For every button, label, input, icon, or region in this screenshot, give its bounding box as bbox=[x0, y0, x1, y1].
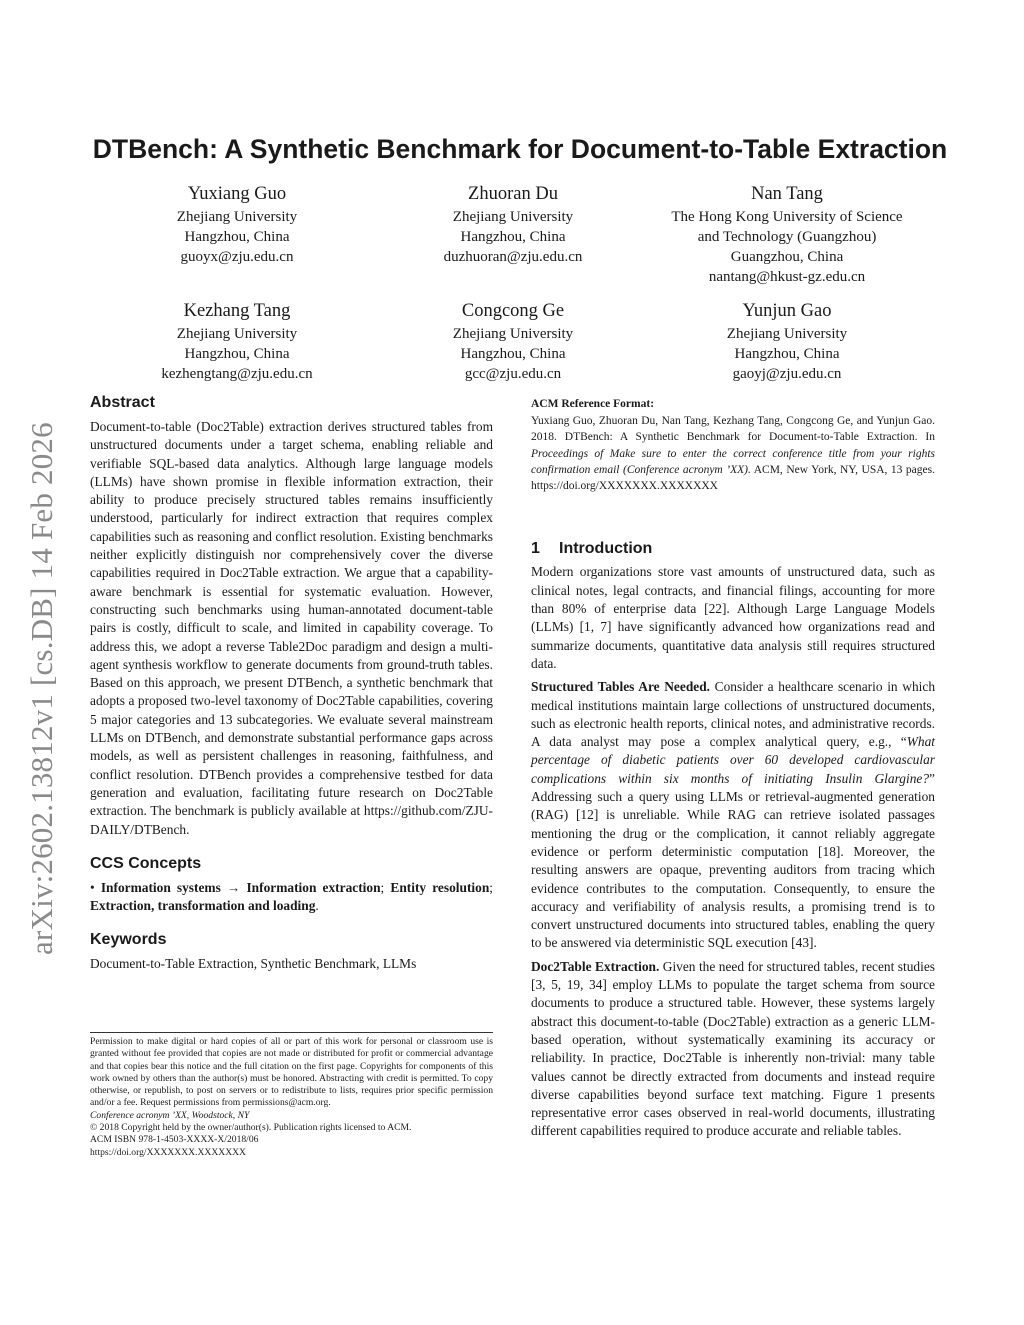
section-number: 1 bbox=[531, 540, 540, 558]
author-location: Hangzhou, China bbox=[734, 346, 840, 362]
author-name: Congcong Ge bbox=[461, 301, 565, 321]
author-name: Zhuoran Du bbox=[468, 184, 558, 204]
acm-reference-heading: ACM Reference Format: bbox=[531, 398, 655, 410]
ccs-separator: ; bbox=[489, 879, 494, 895]
author-block bbox=[637, 298, 937, 384]
ccs-concepts-text bbox=[90, 879, 493, 916]
keywords-heading: Keywords bbox=[90, 931, 167, 949]
author-email[interactable]: guoyx@zju.edu.cn bbox=[180, 249, 294, 265]
author-block bbox=[87, 181, 387, 267]
ccs-item: Information extraction bbox=[246, 879, 381, 895]
author-location: Hangzhou, China bbox=[460, 229, 566, 245]
author-location: Hangzhou, China bbox=[184, 229, 290, 245]
abstract-heading: Abstract bbox=[90, 394, 155, 411]
keywords-section bbox=[90, 931, 493, 973]
author-location: Hangzhou, China bbox=[460, 346, 566, 362]
author-email[interactable]: gcc@zju.edu.cn bbox=[464, 366, 562, 382]
arxiv-identifier-stamp: arXiv:2602.13812v1 [cs.DB] 14 Feb 2026 bbox=[24, 422, 59, 955]
keywords-text: Document-to-Table Extraction, Synthetic Benchmark, LLMs bbox=[90, 956, 417, 972]
author-affiliation: Zhejiang University bbox=[176, 326, 298, 342]
intro-paragraph bbox=[531, 678, 935, 952]
author-affiliation: Zhejiang University bbox=[726, 326, 848, 342]
author-block bbox=[363, 181, 663, 267]
author-affiliation: Zhejiang University bbox=[176, 209, 298, 225]
author-affiliation: Zhejiang University bbox=[452, 209, 574, 225]
author-name: Kezhang Tang bbox=[183, 301, 291, 321]
runin-heading: Structured Tables Are Needed. bbox=[531, 679, 711, 695]
author-affiliation: and Technology (Guangzhou) bbox=[697, 229, 877, 245]
author-affiliation: The Hong Kong University of Science bbox=[671, 209, 903, 225]
right-column bbox=[531, 398, 935, 1146]
author-name: Yunjun Gao bbox=[742, 301, 832, 321]
ccs-end: . bbox=[315, 898, 319, 914]
paragraph-text: Given the need for structured tables, recent studies [3, 5, 19, 34] employ LLMs to populate the target schema from source documents to produce a structured table. However, these systems largely abstract this document-to-table (Doc2Table) extraction as a generic LLM-based operation, without systematically examining its accuracy or reliability. In practice, Doc2Table is inherently non-trivial: many table values cannot be directly extracted from documents and instead require diverse capabilities beyond surface text matching. Figure 1 presents representative error cases observed in real-world documents, illustrating different capabilities required to produce accurate and reliable tables. bbox=[531, 958, 935, 1139]
paragraph-text: Consider a healthcare scenario in which medical institutions maintain large collections of unstructured documents, such as electronic health reports, clinical notes, and administrative records. A data analyst may pose a complex analytical query, e.g., “ bbox=[531, 679, 936, 750]
author-block bbox=[87, 298, 387, 384]
permission-text: Permission to make digital or hard copies of all or part of this work for personal or classroom use is granted without fee provided that copies are not made or distributed for profit or commercial advantage and that copies bear this notice and the full citation on the first page. Copyrights for components of this work owned by others than the author(s) must be honored. Abstracting with credit is permitted. To copy otherwise, or republish, to post on servers or to redistribute to lists, requires prior specific permission and/or a fee. Request permissions from permissions@acm.org. bbox=[90, 1036, 493, 1109]
section-title: Introduction bbox=[559, 540, 653, 558]
ccs-item: Entity resolution bbox=[390, 879, 490, 895]
author-name: Nan Tang bbox=[751, 184, 823, 204]
paragraph-text: ” Addressing such a query using LLMs or retrieval-augmented generation (RAG) [12] is unreliable. While RAG can retrieve isolated passages mentioning the drug or the complication, it cannot reliably aggregate evidence or perform deterministic computation [18]. Moreover, the resulting answers are opaque, preventing auditors from tracing which evidence contributes to the computation. Consequently, to ensure the accuracy and verifiability of analysis results, a promising trend is to convert unstructured documents into structured tables, enabling the query to be answered via deterministic SQL execution [43]. bbox=[531, 770, 935, 951]
author-location: Hangzhou, China bbox=[184, 346, 290, 362]
author-email[interactable]: kezhengtang@zju.edu.cn bbox=[161, 366, 313, 382]
runin-heading: Doc2Table Extraction. bbox=[531, 958, 660, 974]
isbn-line: ACM ISBN 978-1-4503-XXXX-X/2018/06 bbox=[90, 1134, 259, 1146]
acm-ref-part: ACM, New York, NY, USA, 13 pages. https://doi.org/XXXXXXX.XXXXXXX bbox=[531, 463, 935, 493]
author-block bbox=[637, 181, 937, 287]
permission-footnote bbox=[90, 1032, 493, 1159]
ccs-concepts-heading: CCS Concepts bbox=[90, 854, 202, 872]
author-email[interactable]: duzhuoran@zju.edu.cn bbox=[443, 249, 583, 265]
conference-line: Conference acronym ’XX, Woodstock, NY bbox=[90, 1109, 250, 1121]
intro-paragraph bbox=[531, 958, 935, 1141]
copyright-line: © 2018 Copyright held by the owner/author(s). Publication rights licensed to ACM. bbox=[90, 1122, 412, 1134]
ccs-item: Information systems bbox=[100, 879, 221, 895]
paper-title: DTBench: A Synthetic Benchmark for Document-to-Table Extraction bbox=[92, 134, 948, 164]
author-email[interactable]: nantang@hkust-gz.edu.cn bbox=[708, 269, 866, 285]
author-email[interactable]: gaoyj@zju.edu.cn bbox=[732, 366, 842, 382]
ccs-concepts-section bbox=[90, 855, 493, 916]
ccs-item: Extraction, transformation and loading bbox=[90, 898, 316, 914]
intro-paragraph: Modern organizations store vast amounts of unstructured data, such as clinical notes, legal contracts, and financial filings, accounting for more than 80% of enterprise data [22]. Although Large Language Models (LLMs) [1, 7] have significantly advanced how organizations read and summarize documents, quantitative data analysis still requires structured data. bbox=[531, 564, 935, 671]
abstract-text: Document-to-table (Doc2Table) extraction derives structured tables from unstructured documents under a target schema, enabling reliable and verifiable SQL-based data analytics. Although large language models (LLMs) have shown promise in flexible information extraction, their ability to produce precisely structured tables remains insufficiently understood, particularly for indirect extraction that requires complex capabilities such as reasoning and conflict resolution. Existing benchmarks neither explicitly distinguish nor comprehensively cover the diverse capabilities required in Doc2Table extraction. We argue that a capability-aware benchmark is essential for systematic evaluation. However, constructing such benchmarks using human-annotated document-table pairs is costly, difficult to scale, and limited in capability coverage. To address this, we adopt a reverse Table2Doc paradigm and design a multi-agent synthesis workflow to generate documents from ground-truth tables. Based on this approach, we present DTBench, a synthetic benchmark that adopts a proposed two-level taxonomy of Doc2Table capabilities, covering 5 major categories and 13 subcategories. We evaluate several mainstream LLMs on DTBench, and demonstrate substantial performance gaps across models, as well as persistent challenges in reasoning, faithfulness, and conflict resolution. DTBench provides a comprehensive testbed for data generation and evaluation, facilitating future research on Doc2Table extraction. The benchmark is publicly available at https://github.com/ZJU-DAILY/DTBench. bbox=[90, 419, 493, 837]
doi-link[interactable]: https://doi.org/XXXXXXX.XXXXXXX bbox=[90, 1146, 246, 1158]
left-column bbox=[90, 394, 493, 974]
author-affiliation: Zhejiang University bbox=[452, 326, 574, 342]
author-block bbox=[363, 298, 663, 384]
author-location: Guangzhou, China bbox=[730, 249, 844, 265]
introduction-heading bbox=[531, 540, 935, 558]
acm-ref-part: Yuxiang Guo, Zhuoran Du, Nan Tang, Kezhang Tang, Congcong Ge, and Yunjun Gao. 2018. DTBench: A Synthetic Benchmark for Document-to-Table Extraction. In bbox=[531, 415, 935, 444]
ccs-arrow: → bbox=[226, 879, 241, 895]
ccs-separator: ; bbox=[380, 879, 391, 895]
author-name: Yuxiang Guo bbox=[187, 184, 287, 204]
acm-ref-venue: Proceedings of Make sure to enter the correct conference title from your rights confirmation email (Conference acronym ’XX). bbox=[531, 447, 935, 476]
example-query: What percentage of diabetic patients over 60 developed cardiovascular complications within six months of initiating Insulin Glargine? bbox=[531, 734, 935, 786]
acm-reference-text bbox=[531, 413, 935, 494]
ccs-bullet: • bbox=[90, 879, 95, 895]
